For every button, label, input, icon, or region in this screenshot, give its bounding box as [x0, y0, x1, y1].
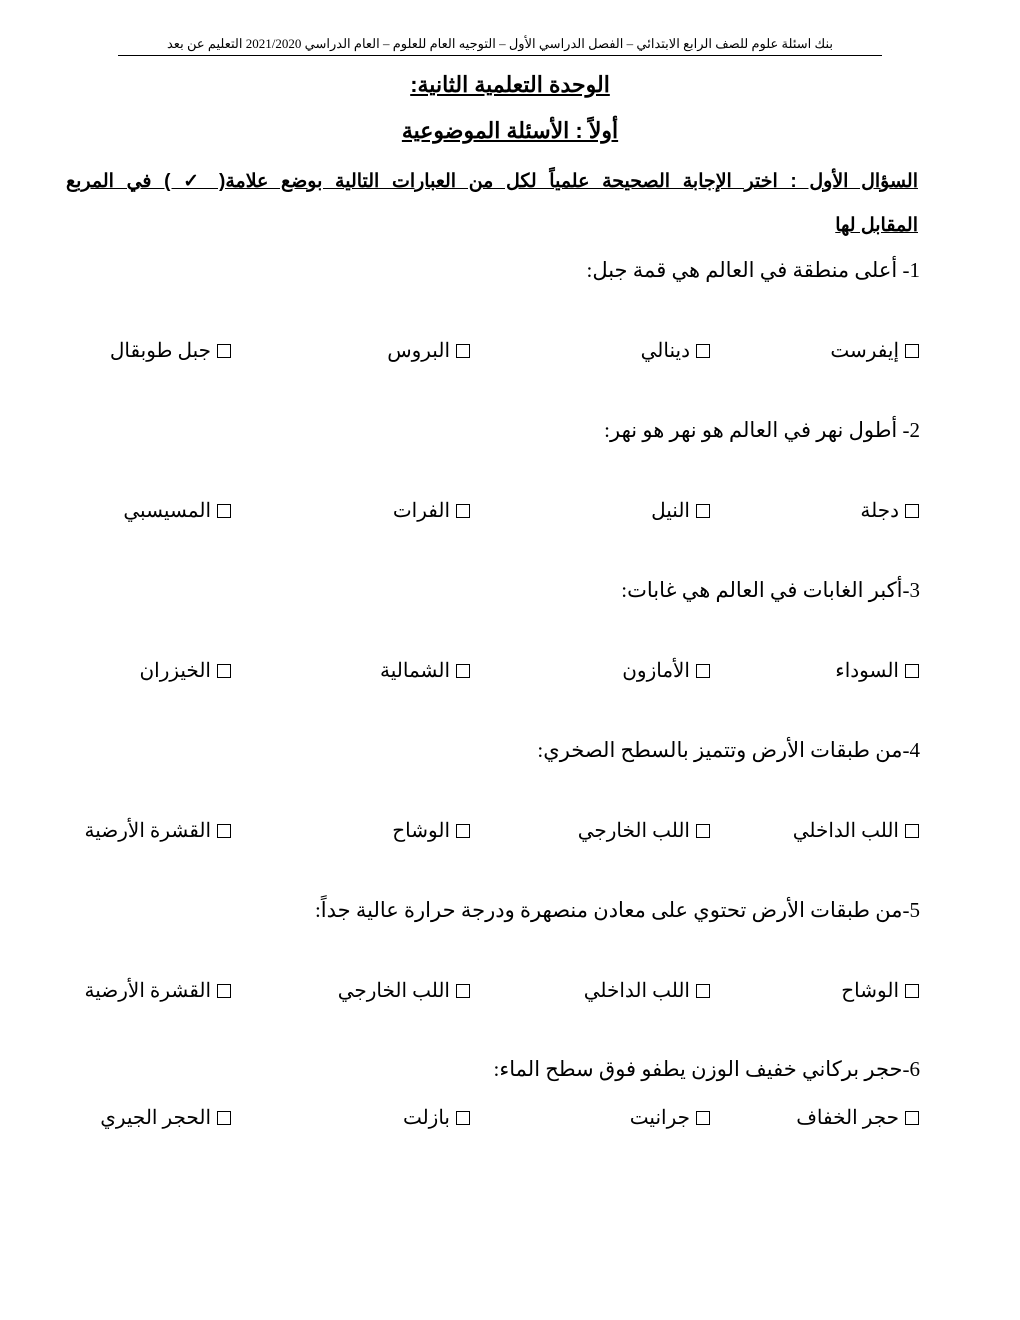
option-4-2[interactable]: اللب الخارجي [578, 818, 710, 843]
option-6-3[interactable]: بازلت [403, 1105, 470, 1130]
option-6-4[interactable]: الحجر الجيري [100, 1105, 231, 1130]
checkbox[interactable] [696, 1111, 710, 1125]
question-4: 4-من طبقات الأرض وتتميز بالسطح الصخري: [537, 738, 920, 762]
option-5-2[interactable]: اللب الداخلي [584, 978, 710, 1003]
option-4-4[interactable]: القشرة الأرضية [85, 818, 231, 843]
option-5-3[interactable]: اللب الخارجي [338, 978, 470, 1003]
checkbox[interactable] [456, 984, 470, 998]
checkbox[interactable] [905, 664, 919, 678]
option-6-1[interactable]: حجر الخفاف [796, 1105, 919, 1130]
checkbox[interactable] [905, 1111, 919, 1125]
option-6-2[interactable]: جرانيت [630, 1105, 710, 1130]
checkbox[interactable] [905, 344, 919, 358]
instruction-line-1: السؤال الأول : اختر الإجابة الصحيحة علمياً لكل من العبارات التالية بوضع علامة( ✓ ) في المربع [66, 171, 918, 192]
question-5: 5-من طبقات الأرض تحتوي على معادن منصهرة ودرجة حرارة عالية جداً: [314, 898, 920, 922]
instruction-line-2: المقابل لها [835, 215, 918, 236]
checkbox[interactable] [456, 504, 470, 518]
option-2-1[interactable]: دجلة [860, 498, 919, 523]
checkbox[interactable] [217, 984, 231, 998]
checkbox[interactable] [217, 664, 231, 678]
option-4-3[interactable]: الوشاح [392, 818, 470, 843]
option-1-3[interactable]: البروس [387, 338, 470, 363]
option-3-1[interactable]: السوداء [835, 658, 919, 683]
option-2-2[interactable]: النيل [651, 498, 710, 523]
checkbox[interactable] [696, 664, 710, 678]
option-3-4[interactable]: الخيزران [139, 658, 231, 683]
question-6: 6-حجر بركاني خفيف الوزن يطفو فوق سطح الماء: [493, 1057, 920, 1081]
question-1: 1- أعلى منطقة في العالم هي قمة جبل: [586, 258, 920, 282]
checkbox[interactable] [217, 1111, 231, 1125]
option-1-2[interactable]: دينالي [641, 338, 710, 363]
option-1-4[interactable]: جبل طوبقال [110, 338, 231, 363]
checkbox[interactable] [696, 824, 710, 838]
option-3-3[interactable]: الشمالية [380, 658, 470, 683]
option-2-3[interactable]: الفرات [393, 498, 470, 523]
unit-title: الوحدة التعلمية الثانية: [410, 72, 610, 97]
checkbox[interactable] [905, 984, 919, 998]
page-header: بنك اسئلة علوم للصف الرابع الابتدائي – الفصل الدراسي الأول – التوجيه العام للعلوم – العام الدراسي 2021/2020 التعليم عن بعد [118, 36, 882, 56]
checkbox[interactable] [217, 824, 231, 838]
checkbox[interactable] [456, 824, 470, 838]
question-3: 3-أكبر الغابات في العالم هي غابات: [621, 578, 920, 602]
checkbox[interactable] [696, 984, 710, 998]
checkbox[interactable] [905, 824, 919, 838]
checkbox[interactable] [696, 344, 710, 358]
option-5-4[interactable]: القشرة الأرضية [85, 978, 231, 1003]
checkbox[interactable] [217, 344, 231, 358]
checkbox[interactable] [456, 1111, 470, 1125]
option-3-2[interactable]: الأمازون [622, 658, 710, 683]
checkbox[interactable] [217, 504, 231, 518]
option-1-1[interactable]: إيفرست [830, 338, 919, 363]
option-4-1[interactable]: اللب الداخلي [793, 818, 919, 843]
checkbox[interactable] [456, 344, 470, 358]
option-2-4[interactable]: المسيسبي [123, 498, 231, 523]
checkbox[interactable] [456, 664, 470, 678]
checkbox[interactable] [905, 504, 919, 518]
option-5-1[interactable]: الوشاح [841, 978, 919, 1003]
section-title: أولاً : الأسئلة الموضوعية [401, 118, 619, 143]
question-2: 2- أطول نهر في العالم هو نهر هو نهر: [604, 418, 920, 442]
checkbox[interactable] [696, 504, 710, 518]
